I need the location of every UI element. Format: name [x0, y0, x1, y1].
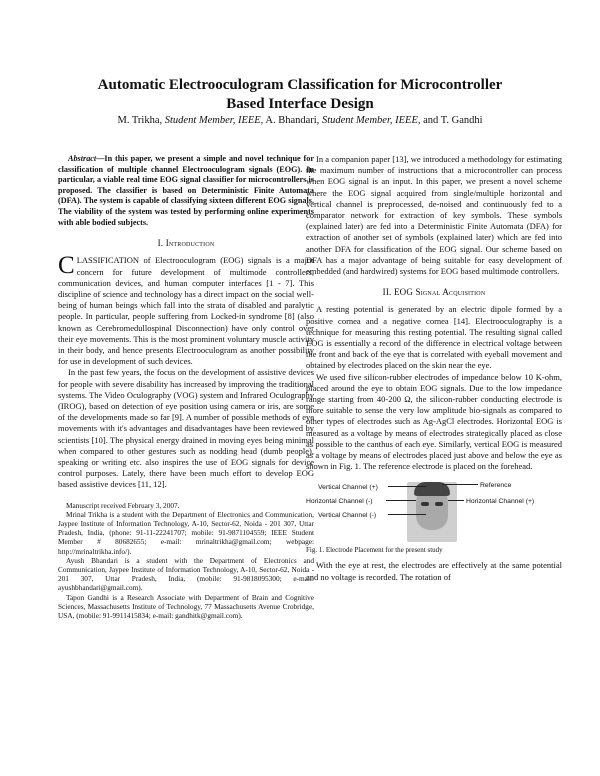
label-vertical-plus: Vertical Channel (+) [318, 484, 378, 492]
right-paragraph-3: We used five silicon-rubber electrodes of impedance below 10 K-ohm, placed around the eye to obtain EOG signals. Due to the low impedance range starting from 40-200 Ω, the silicon-rubber conducting electrode is more suitable to sense the very low amplitude bio-signals as compared to other types of electrodes such as Ag-AgCl electrodes. Horizontal EOG is measured as a voltage by means of electrodes strategically placed as close as possible to the canthus of each eye. Similarly, vertical EOG is measured as a voltage by means of electrodes placed just above and below the eye as shown in Fig. 1. The reference electrode is placed on the forehead. [306, 371, 562, 472]
footnote-author-1: Mrinal Trikha is a student with the Department of Electronics and Communication, Jaypee Institute of Information Technology, A-10, Sector-62, Noida - 201 307, Uttar Pradesh, India, (phone: 91-11-22241707; mobile: 91-9871104559; IEEE Student Member # 80682655; e-mail: mrinaltrikha@gmail.com; webpage: http://mrinaltrikha.info/). [58, 509, 314, 556]
leader-horizontal-minus [386, 500, 416, 501]
intro-paragraph-1 [58, 252, 314, 367]
abstract-text: In this paper, we present a simple and novel technique for classification of multiple channel Electrooculogram signals (EOG). In particular, a viable real time EOG signal classifier for microcontrollers is proposed. The classifier is based on Deterministic Finite Automata (DFA). The system is capable of classifying sixteen different EOG signals. The viability of the system was tested by performing online experiments with able bodied subjects. [58, 154, 314, 227]
label-horizontal-plus: Horizontal Channel (+) [466, 498, 535, 506]
abstract-lead: Abstract [68, 154, 97, 163]
drop-cap: C [58, 252, 75, 280]
author-2-role: Student Member, IEEE, [321, 115, 421, 126]
right-paragraph-2: A resting potential is generated by an electric dipole formed by a positive cornea and a negative cornea [14]. Electrooculography is a technique for measuring this resting potential. The resulting signal called EOG is essentially a record of the difference in electrical voltage between the front and back of the eye that is correlated with eyeball movement and obtained by electrodes placed on the skin near the eye. [306, 304, 562, 371]
leader-reference [442, 484, 478, 485]
label-vertical-minus: Vertical Channel (-) [318, 512, 377, 520]
author-line [40, 114, 560, 128]
section-heading-introduction [58, 238, 314, 249]
author-2: A. Bhandari, [265, 115, 320, 126]
paper-title [40, 76, 560, 114]
right-paragraph-1: In a companion paper [13], we introduced a methodology for estimating the maximum number of instructions that a microcontroller can process when EOG signal is an input. In this paper, we present a novel scheme where the EOG signal acquired from single/multiple horizontal and vertical channel is preprocessed, de-noised and continuously fed to a comparator network for extraction of key symbols. These symbols (explained later) are fed into a Deterministic Finite Automata (DFA) for extraction of another set of symbols (explained later) which are fed into another DFA for classification of the EOG signal. Our scheme based on DFA has a major advantage of being suitable for easy development of embedded (and hardwired) systems for EOG based multimode controllers. [306, 154, 562, 277]
section-2-number: II. [382, 287, 392, 298]
leader-horizontal-plus [448, 500, 464, 501]
label-horizontal-minus: Horizontal Channel (-) [306, 498, 373, 506]
footnote-author-3: Tapon Gandhi is a Research Associate with Department of Brain and Cognitive Sciences, Massachusetts Institute of Technology, 77 Massachusetts Avenue Crobridge, USA, (mobile: 91-9911415834; e-mail: gandhitk@gmail.com). [58, 592, 314, 621]
right-paragraph-4: With the eye at rest, the electrodes are effectively at the same potential and no voltage is recorded. The rotation of [306, 560, 562, 582]
left-column [58, 154, 314, 620]
author-1-role: Student Member, IEEE, [164, 115, 264, 126]
title-line-1: Automatic Electrooculogram Classification for Microcontroller [97, 77, 503, 93]
section-heading-eog-acquisition [306, 287, 562, 298]
title-line-2: Based Interface Design [226, 96, 374, 112]
intro-p1-text: LASSIFICATION of Electrooculogram (EOG) signals is a major concern for future development of multimode controllers, communication devices, and human computer interfaces [1 - 7]. This discipline of science and technology has a direct impact on the social well-being of human beings which fall into the strata of disabled and paralytic people. In particular, people suffering from Locked-in syndrome [8] (also known as Cerebromedullospinal Disconnection) have only control over their eye movements. This is the most prominent voluntary muscle activity in their body, and hence presents Electrooculogram as another possibility for use in development of such devices. [58, 255, 314, 367]
leader-vertical-plus [388, 486, 426, 487]
footnote-received: Manuscript received February 3, 2007. [66, 500, 180, 510]
figure-1-electrode-placement [306, 480, 562, 556]
author-3: and T. Gandhi [423, 115, 483, 126]
section-1-number: I. [157, 238, 164, 249]
abstract [58, 154, 314, 228]
right-column [306, 154, 562, 583]
footnote-author-2: Ayush Bhandari is a student with the Department of Electronics and Communication, Jaypee Institute of Information Technology, A-10, Sector-62, Noida - 201 307, Uttar Pradesh, India, (mobile: 91-9818095300; e-mail: ayushbhandari@gmail.com). [58, 555, 314, 593]
label-reference: Reference [480, 482, 512, 490]
author-footnotes [58, 501, 314, 621]
leader-vertical-minus [388, 514, 426, 515]
author-1: M. Trikha, [117, 115, 163, 126]
face-photo [407, 482, 457, 542]
section-2-title: EOG Signal Acquisition [393, 287, 486, 298]
abstract-dash: — [96, 154, 105, 163]
figure-caption: Fig. 1. Electrode Placement for the present study [306, 546, 443, 555]
section-1-title: Introduction [165, 238, 215, 249]
intro-paragraph-2: In the past few years, the focus on the development of assistive devices for people with severe disability has increased by improving the traditional systems. The Video Oculography (VOG) system and Infrared Oculography (IROG), based on detection of eye position using camera or iris, are some of the developments made so far [9]. A number of possible methods of eye movements with it's advantages and disadvantages have been reviewed by scientists [10]. The physical energy drained in moving eyes being minimal when compared to other gestures such as nodding head (dumb people), speaking or writing etc. also inspires the use of EOG signals for device control purposes. Lately, there have been much effort to develop EOG based assistive devices [11, 12]. [58, 367, 314, 490]
